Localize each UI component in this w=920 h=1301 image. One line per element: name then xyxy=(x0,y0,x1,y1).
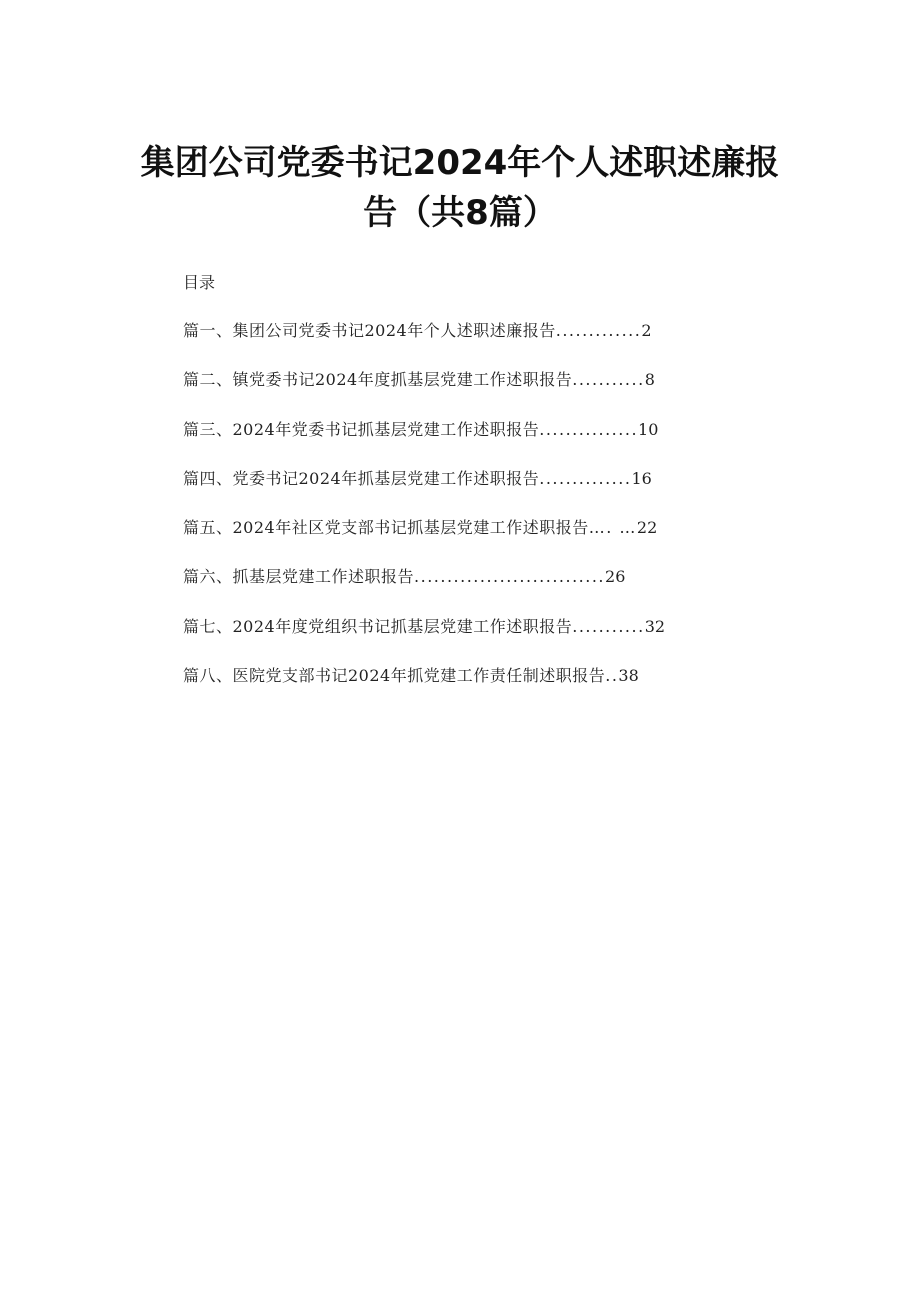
toc-entry-page: 2 xyxy=(641,321,652,340)
toc-entry[interactable] xyxy=(183,515,783,564)
toc-entry-page: 32 xyxy=(644,616,666,636)
toc-heading: 目录 xyxy=(183,273,216,292)
document-title xyxy=(110,138,810,238)
toc-entry[interactable] xyxy=(183,663,783,712)
toc-entry-leader: ............... xyxy=(539,419,639,439)
toc-entry-leader: …. … xyxy=(588,518,637,538)
toc-entry[interactable] xyxy=(183,614,783,663)
toc-entry-label: 篇二、镇党委书记2024年度抓基层党建工作述职报告 xyxy=(183,370,573,390)
toc-entry[interactable] xyxy=(183,564,783,613)
toc-entry-leader: .............. xyxy=(539,468,632,488)
table-of-contents xyxy=(183,318,783,712)
title-line-2: 告（共8篇） xyxy=(363,193,557,233)
toc-entry-label: 篇四、党委书记2024年抓基层党建工作述职报告 xyxy=(183,468,540,488)
toc-entry-leader: ............................. xyxy=(414,567,606,587)
toc-entry-leader: ............. xyxy=(555,321,642,340)
title-line-1: 集团公司党委书记2024年个人述职述廉报 xyxy=(140,143,780,183)
toc-entry-label: 篇三、2024年党委书记抓基层党建工作述职报告 xyxy=(183,419,540,439)
toc-entry-label: 篇五、2024年社区党支部书记抓基层党建工作述职报告 xyxy=(183,518,589,538)
toc-entry-page: 22 xyxy=(636,518,658,538)
toc-entry-leader: ........... xyxy=(572,370,645,390)
toc-entry[interactable] xyxy=(183,466,783,515)
toc-entry[interactable] xyxy=(183,417,783,466)
toc-entry-leader: ........... xyxy=(572,616,645,636)
toc-entry-page: 10 xyxy=(638,419,659,439)
toc-entry-page: 38 xyxy=(618,666,639,686)
toc-entry-label: 篇一、集团公司党委书记2024年个人述职述廉报告 xyxy=(183,321,556,340)
toc-entry-label: 篇八、医院党支部书记2024年抓党建工作责任制述职报告 xyxy=(183,666,606,686)
toc-entry-label: 篇六、抓基层党建工作述职报告 xyxy=(183,567,415,587)
toc-entry-page: 26 xyxy=(605,567,626,587)
toc-entry-leader: .. xyxy=(605,666,619,686)
toc-entry-page: 8 xyxy=(644,370,655,390)
toc-entry[interactable] xyxy=(183,367,783,416)
toc-entry-label: 篇七、2024年度党组织书记抓基层党建工作述职报告 xyxy=(183,616,573,636)
toc-entry[interactable] xyxy=(183,318,783,367)
toc-entry-page: 16 xyxy=(631,468,652,488)
